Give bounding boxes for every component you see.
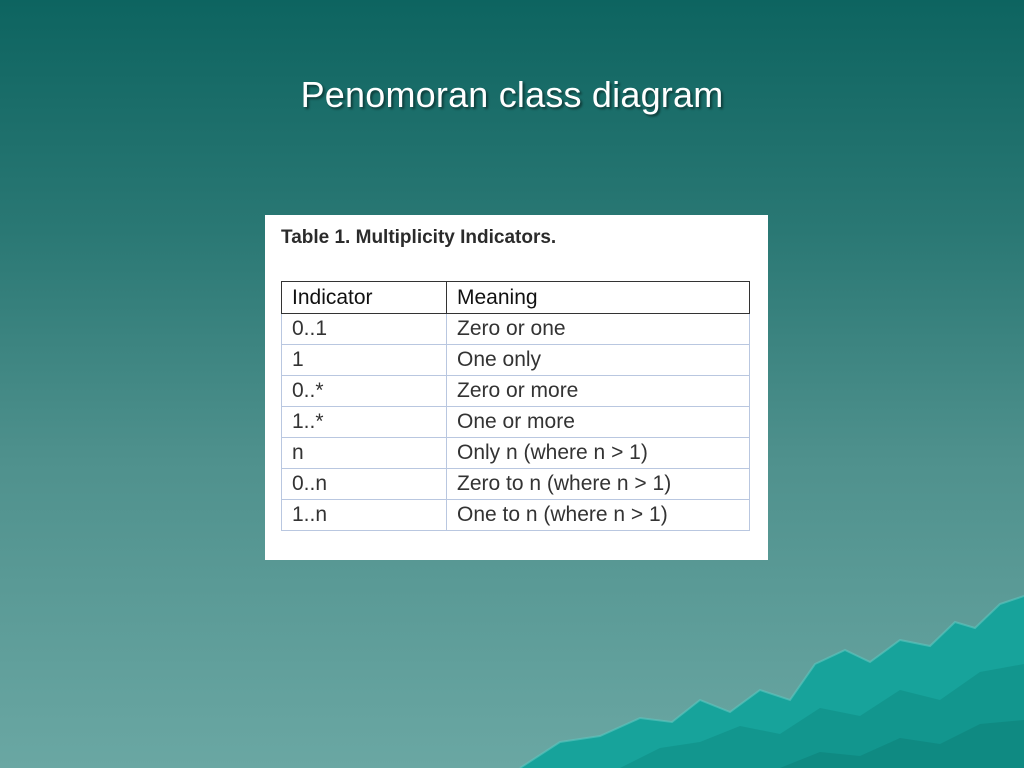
multiplicity-table [281, 281, 750, 531]
meaning-cell: Only n (where n > 1) [447, 438, 750, 469]
indicator-cell: 1 [282, 345, 447, 376]
table-row [282, 376, 750, 407]
table-row [282, 314, 750, 345]
table-row [282, 469, 750, 500]
meaning-cell: Zero to n (where n > 1) [447, 469, 750, 500]
indicator-cell: 0..* [282, 376, 447, 407]
meaning-cell: One or more [447, 407, 750, 438]
meaning-cell: One only [447, 345, 750, 376]
column-header-indicator: Indicator [282, 282, 447, 314]
indicator-cell: 1..* [282, 407, 447, 438]
indicator-cell: 1..n [282, 500, 447, 531]
table-row [282, 500, 750, 531]
meaning-cell: One to n (where n > 1) [447, 500, 750, 531]
table-caption: Table 1. Multiplicity Indicators. [281, 227, 557, 248]
table-image [265, 215, 768, 560]
table-row [282, 345, 750, 376]
indicator-cell: 0..1 [282, 314, 447, 345]
table-row [282, 407, 750, 438]
column-header-meaning: Meaning [447, 282, 750, 314]
meaning-cell: Zero or one [447, 314, 750, 345]
table-header-row [282, 282, 750, 314]
table-row [282, 438, 750, 469]
meaning-cell: Zero or more [447, 376, 750, 407]
indicator-cell: 0..n [282, 469, 447, 500]
slide-title: Penomoran class diagram [300, 74, 724, 115]
indicator-cell: n [282, 438, 447, 469]
